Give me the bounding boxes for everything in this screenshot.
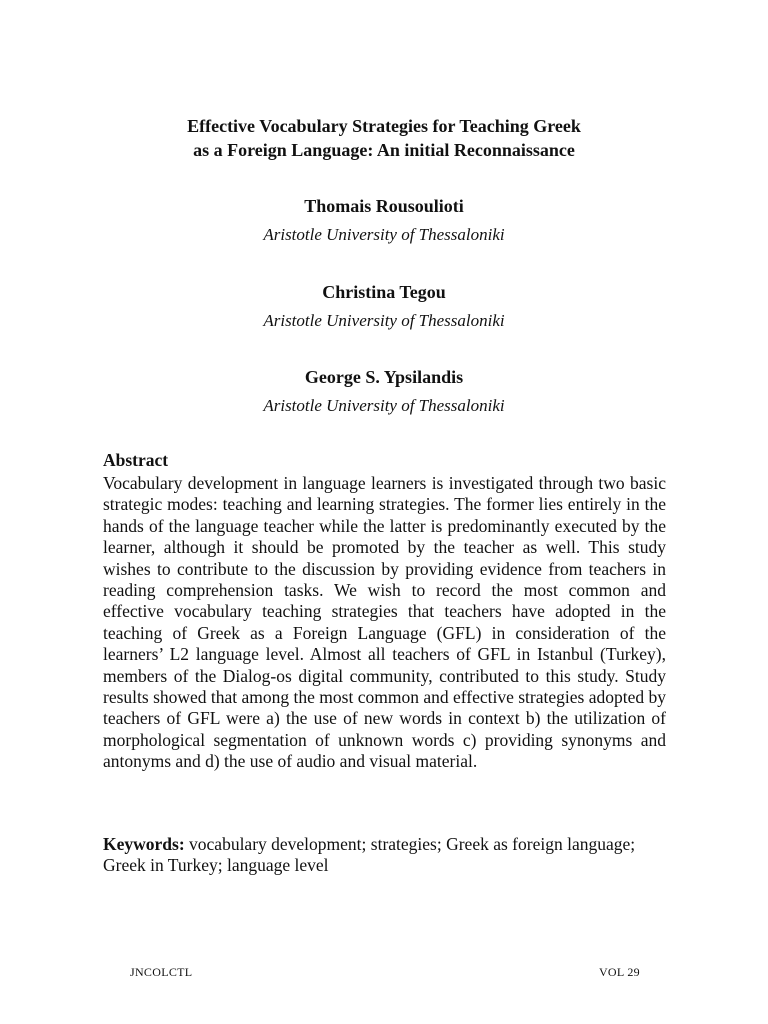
author-affiliation: Aristotle University of Thessaloniki (263, 311, 505, 330)
author-affiliation: Aristotle University of Thessaloniki (263, 225, 505, 244)
paper-title (0, 114, 768, 162)
keywords-label: Keywords: (103, 834, 185, 854)
author-block-2 (0, 280, 768, 333)
title-line-1: Effective Vocabulary Strategies for Teaching Greek (187, 116, 581, 136)
title-line-2: as a Foreign Language: An initial Reconnaissance (193, 140, 575, 160)
footer-volume: VOL 29 (598, 965, 640, 979)
author-name: George S. Ypsilandis (304, 367, 464, 387)
footer-journal-name: JNCOLCTL (130, 965, 193, 979)
keywords-text: vocabulary development; strategies; Greek as foreign language; Greek in Turkey; language level (103, 834, 636, 876)
abstract-heading: Abstract (103, 450, 169, 470)
author-block-1 (0, 194, 768, 247)
keywords-paragraph (103, 834, 666, 877)
abstract-body: Vocabulary development in language learners is investigated through two basic strategic modes: teaching and learning strategies. The former lies entirely in the hands of the language teacher while the latter is predominantly executed by the learner, although it should be promoted by the teacher as well. This study wishes to contribute to the discussion by providing evidence from teachers in reading comprehension tasks. We wish to record the most common and effective vocabulary teaching strategies that teachers have adopted in the teaching of Greek as a Foreign Language (GFL) in consideration of the learners’ L2 language level. Almost all teachers of GFL in Istanbul (Turkey), members of the Dialog-os digital community, contributed to this study. Study results showed that among the most common and effective strategies adopted by teachers of GFL were a) the use of new words in context b) the utilization of morphological segmentation of unknown words c) providing synonyms and antonyms and d) the use of audio and visual material. (103, 473, 666, 772)
author-name: Thomais Rousoulioti (304, 196, 464, 216)
author-block-3 (0, 365, 768, 418)
author-affiliation: Aristotle University of Thessaloniki (263, 396, 505, 415)
author-name: Christina Tegou (322, 282, 446, 302)
